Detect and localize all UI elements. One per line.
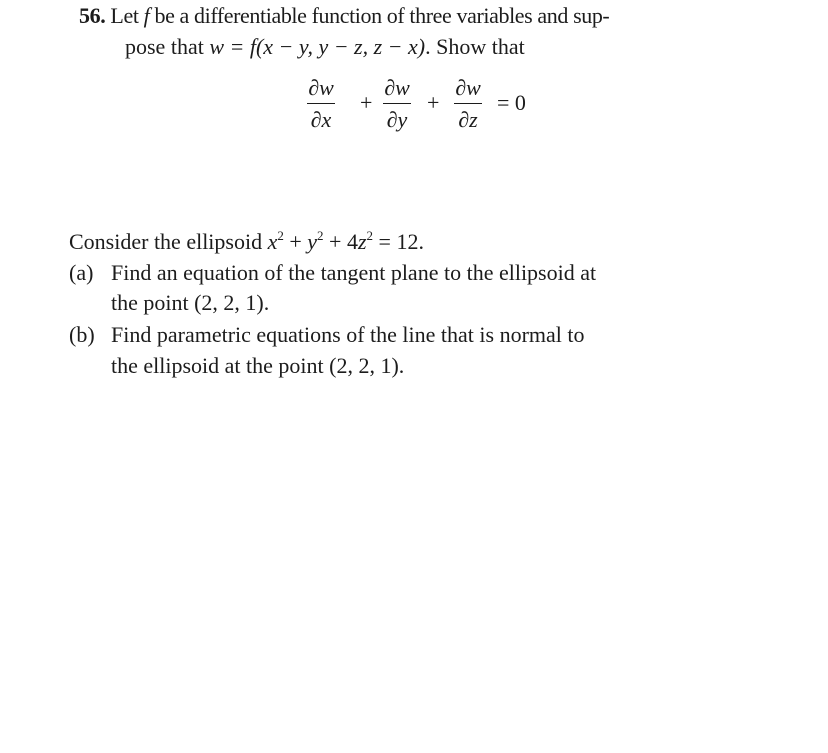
problem-56-line-1 xyxy=(79,3,609,29)
intro-text: Consider the ellipsoid xyxy=(69,229,268,254)
fraction-bar xyxy=(307,103,335,104)
ellipsoid-intro xyxy=(69,229,424,255)
plus-4-text: + 4 xyxy=(323,229,358,254)
fraction-bar xyxy=(383,103,411,104)
part-a-line-1: Find an equation of the tangent plane to the ellipsoid at xyxy=(111,260,597,285)
fraction-dw-dz xyxy=(454,75,482,133)
denominator: ∂y xyxy=(386,107,408,132)
w-equation: w = f(x − y, y − z, z − x) xyxy=(209,34,426,59)
numerator: ∂w xyxy=(384,75,410,100)
part-b-label: (b) xyxy=(69,322,95,347)
part-a-line-2: the point (2, 2, 1). xyxy=(111,290,270,315)
plus-sign: + xyxy=(360,90,373,115)
exponent: 2 xyxy=(317,228,324,243)
exponent: 2 xyxy=(277,228,284,243)
denominator: ∂z xyxy=(458,107,478,132)
numerator: ∂w xyxy=(308,75,334,100)
fraction-bar xyxy=(454,103,482,104)
var-x: x xyxy=(267,229,278,254)
numerator: ∂w xyxy=(455,75,481,100)
plus-text: + xyxy=(283,229,308,254)
equals-12: = 12. xyxy=(373,229,424,254)
part-b-line-2: the ellipsoid at the point (2, 2, 1). xyxy=(111,353,405,378)
var-y: y xyxy=(307,229,318,254)
fraction-dw-dy xyxy=(383,75,411,133)
denominator: ∂x xyxy=(310,107,332,132)
equals-zero: = 0 xyxy=(497,90,526,115)
problem-56-text-rest: be a differentiable function of three variables and sup- xyxy=(149,3,610,28)
var-z: z xyxy=(357,229,367,254)
fraction-dw-dx xyxy=(307,75,335,133)
exponent: 2 xyxy=(366,228,374,243)
part-a-label: (a) xyxy=(69,260,94,285)
problem-number: 56. xyxy=(79,3,106,28)
plus-sign: + xyxy=(427,90,440,115)
part-b-line-1: Find parametric equations of the line that is normal to xyxy=(111,322,585,347)
problem-56-text-let: Let xyxy=(110,3,139,28)
function-f: f xyxy=(143,3,150,28)
problem-56-line-2 xyxy=(125,34,525,60)
problem-56-text-show: . Show that xyxy=(425,34,525,59)
problem-56-text-pose: pose that xyxy=(125,34,210,59)
